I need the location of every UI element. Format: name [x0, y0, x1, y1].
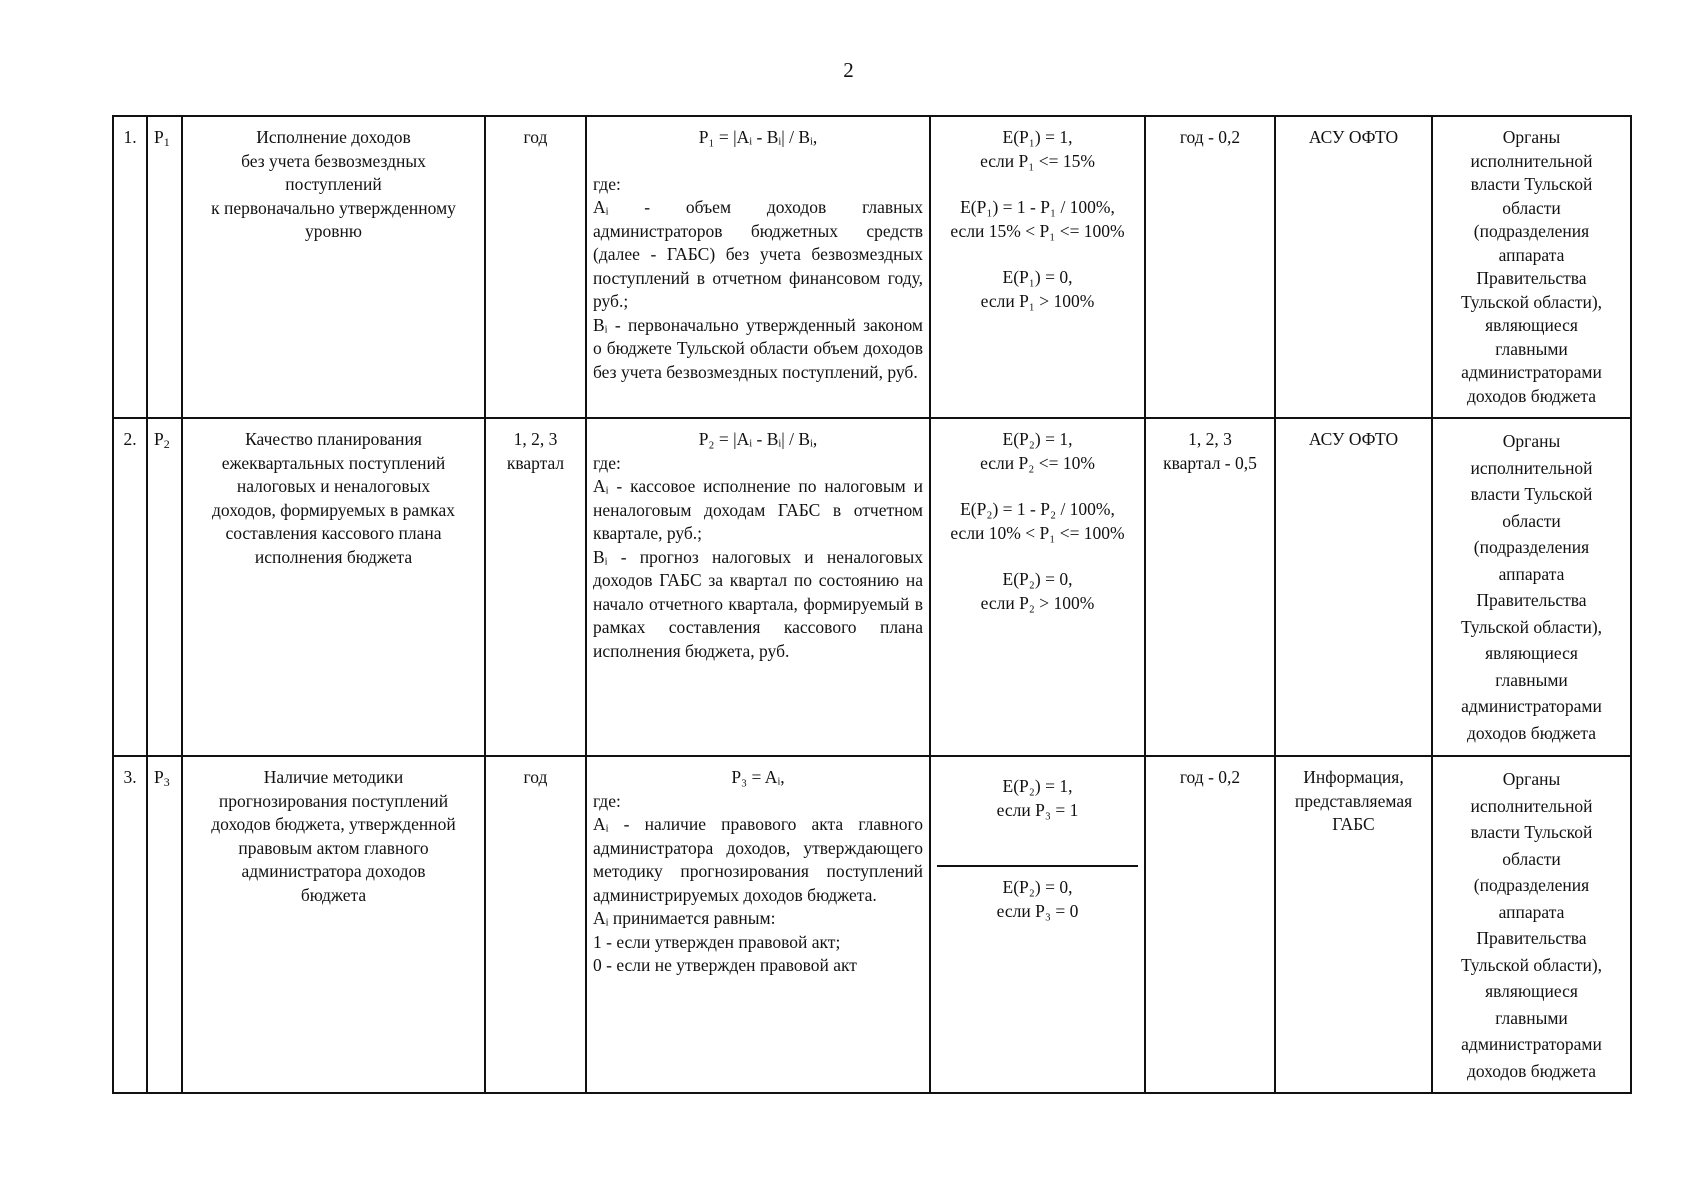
evaluation-criteria: E(P₂) = 1, если P₂ <= 10% E(P₂) = 1 - P₂ / 100%, если 10% < P₁ <= 100% E(P₂) = 0, если P₂ > 100%: [930, 418, 1145, 756]
indicator-period: год: [485, 116, 586, 418]
criteria-top: E(P₂) = 1, если P₃ = 1: [937, 766, 1138, 867]
indicator-period: год: [485, 756, 586, 1093]
table-row: [113, 756, 1631, 1093]
formula: P₃ = Aᵢ,: [731, 767, 785, 787]
calculation-method: P₁ = |Aᵢ - Bᵢ| / Bᵢ, где: Aᵢ - объем доходов главных администраторов бюджетных средств (далее - ГАБС) без учета безвозмездных поступлений в отчетном финансовом году, руб.; Bᵢ - первоначально утвержденный законом о бюджете Тульской области объем доходов без учета безвозмездных поступлений, руб.: [586, 116, 930, 418]
data-source: Информация, представляемая ГАБС: [1275, 756, 1432, 1093]
indicator-weight: 1, 2, 3 квартал - 0,5: [1145, 418, 1275, 756]
formula: P₂ = |Aᵢ - Bᵢ| / Bᵢ,: [698, 429, 818, 449]
data-source: АСУ ОФТО: [1275, 116, 1432, 418]
criteria-bottom: E(P₂) = 0, если P₃ = 0: [996, 877, 1079, 921]
indicator-code: $P_3$: [147, 756, 182, 1093]
indicator-weight: год - 0,2: [1145, 116, 1275, 418]
evaluation-criteria: E(P₁) = 1, если P₁ <= 15% E(P₁) = 1 - P₁ / 100%, если 15% < P₁ <= 100% E(P₁) = 0, если P₁ > 100%: [930, 116, 1145, 418]
row-number: 1.: [113, 116, 147, 418]
calculation-method: P₃ = Aᵢ, где: Aᵢ - наличие правового акта главного администратора доходов, утверждающего методику прогнозирования поступлений администрируемых доходов бюджета. Aᵢ принимается равным: 1 - если утвержден правовой акт; 0 - если не утвержден правовой акт: [586, 756, 930, 1093]
indicator-code: $P_2$: [147, 418, 182, 756]
indicator-name: Исполнение доходов без учета безвозмездных поступлений к первоначально утвержденному уровню: [182, 116, 485, 418]
calculation-method: P₂ = |Aᵢ - Bᵢ| / Bᵢ, где: Aᵢ - кассовое исполнение по налоговым и неналоговым доходам ГАБС в отчетном квартале, руб.; Bᵢ - прогноз налоговых и неналоговых доходов ГАБС за квартал по состоянию на начало отчетного квартала, формируемый в рамках составления кассового плана исполнения бюджета, руб.: [586, 418, 930, 756]
row-number: 2.: [113, 418, 147, 756]
responsible-organization: Органы исполнительной власти Тульской области (подразделения аппарата Правительства Тульской области), являющиеся главными администраторами доходов бюджета: [1432, 756, 1631, 1093]
responsible-organization: Органы исполнительной власти Тульской области (подразделения аппарата Правительства Тульской области), являющиеся главными администраторами доходов бюджета: [1432, 116, 1631, 418]
indicator-period: 1, 2, 3 квартал: [485, 418, 586, 756]
formula: P₁ = |Aᵢ - Bᵢ| / Bᵢ,: [698, 127, 818, 147]
indicator-name: Наличие методики прогнозирования поступлений доходов бюджета, утвержденной правовым актом главного администратора доходов бюджета: [182, 756, 485, 1093]
data-source: АСУ ОФТО: [1275, 418, 1432, 756]
indicator-weight: год - 0,2: [1145, 756, 1275, 1093]
indicator-name: Качество планирования ежеквартальных поступлений налоговых и неналоговых доходов, формируемых в рамках составления кассового плана исполнения бюджета: [182, 418, 485, 756]
indicators-table: [112, 115, 1632, 1094]
table-row: [113, 116, 1631, 418]
evaluation-criteria: [930, 756, 1145, 1093]
table-row: [113, 418, 1631, 756]
page-number: 2: [843, 58, 854, 82]
row-number: 3.: [113, 756, 147, 1093]
responsible-organization: Органы исполнительной власти Тульской области (подразделения аппарата Правительства Тульской области), являющиеся главными администраторами доходов бюджета: [1432, 418, 1631, 756]
indicator-code: $P_1$: [147, 116, 182, 418]
